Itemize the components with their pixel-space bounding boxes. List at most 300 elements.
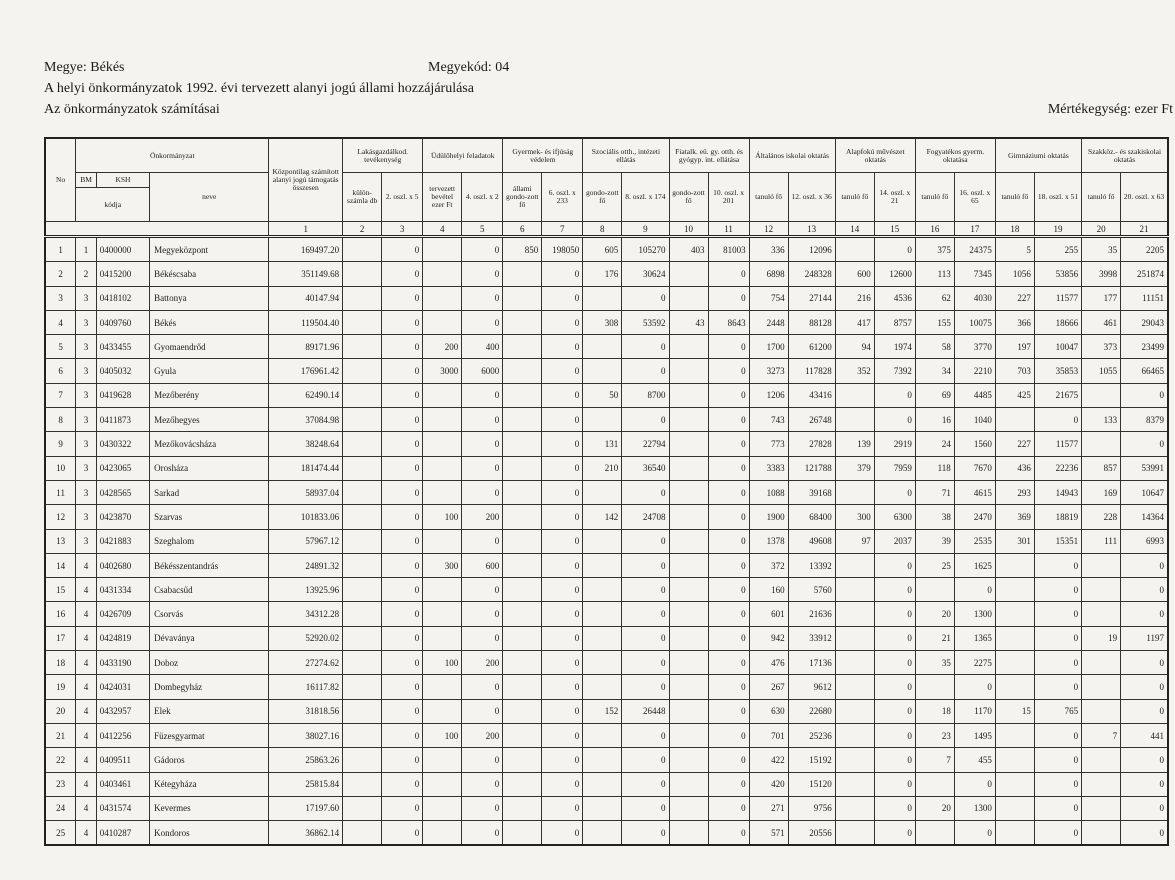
bm-code: 4 xyxy=(76,821,97,846)
value-cell: 2275 xyxy=(954,651,995,675)
value-cell: 0 xyxy=(542,748,583,772)
total-support: 36862.14 xyxy=(269,821,343,846)
value-cell xyxy=(669,335,708,359)
column-number-blank xyxy=(45,222,269,237)
value-cell xyxy=(1082,578,1121,602)
value-cell xyxy=(503,383,542,407)
value-cell: 176 xyxy=(583,262,622,286)
value-cell: 0 xyxy=(622,796,669,820)
value-cell: 0 xyxy=(708,432,749,456)
header-bm: BM xyxy=(76,173,97,188)
value-cell xyxy=(995,821,1034,846)
value-cell: 601 xyxy=(749,602,788,626)
value-cell: 169 xyxy=(1082,480,1121,504)
total-support: 169497.20 xyxy=(269,237,343,262)
value-cell xyxy=(583,529,622,553)
ksh-code: 0423870 xyxy=(96,505,149,529)
subheader: tanuló fő xyxy=(749,173,788,222)
value-cell: 15120 xyxy=(788,772,835,796)
total-support: 181474.44 xyxy=(269,456,343,480)
value-cell: 29043 xyxy=(1121,310,1168,334)
value-cell: 0 xyxy=(874,723,915,747)
value-cell: 6000 xyxy=(462,359,503,383)
value-cell xyxy=(835,480,874,504)
row-number: 16 xyxy=(45,602,76,626)
value-cell: 0 xyxy=(874,651,915,675)
value-cell: 35 xyxy=(1082,237,1121,262)
value-cell: 0 xyxy=(462,286,503,310)
subheader: 14. oszl. x 21 xyxy=(874,173,915,222)
value-cell xyxy=(1082,772,1121,796)
value-cell xyxy=(915,821,954,846)
value-cell: 352 xyxy=(835,359,874,383)
municipality-name: Doboz xyxy=(150,651,269,675)
municipality-name: Gádoros xyxy=(150,748,269,772)
value-cell: 1378 xyxy=(749,529,788,553)
value-cell xyxy=(343,626,382,650)
value-cell: 0 xyxy=(1121,651,1168,675)
value-cell: 1700 xyxy=(749,335,788,359)
value-cell xyxy=(995,772,1034,796)
value-cell xyxy=(503,796,542,820)
value-cell: 0 xyxy=(708,821,749,846)
ksh-code: 0403461 xyxy=(96,772,149,796)
value-cell: 155 xyxy=(915,310,954,334)
value-cell: 5 xyxy=(995,237,1034,262)
value-cell xyxy=(995,408,1034,432)
value-cell xyxy=(503,723,542,747)
column-number: 18 xyxy=(995,222,1034,237)
municipality-name: Mezőhegyes xyxy=(150,408,269,432)
municipality-name: Mezőberény xyxy=(150,383,269,407)
row-number: 8 xyxy=(45,408,76,432)
value-cell: 53592 xyxy=(622,310,669,334)
total-support: 25815.84 xyxy=(269,772,343,796)
value-cell: 0 xyxy=(954,675,995,699)
row-number: 1 xyxy=(45,237,76,262)
value-cell: 0 xyxy=(1034,796,1081,820)
value-cell: 0 xyxy=(1121,578,1168,602)
header-group: Gimnáziumi oktatás xyxy=(995,138,1081,173)
value-cell xyxy=(1082,383,1121,407)
value-cell xyxy=(669,626,708,650)
value-cell: 3770 xyxy=(954,335,995,359)
value-cell xyxy=(669,651,708,675)
value-cell: 0 xyxy=(1121,796,1168,820)
value-cell: 0 xyxy=(708,748,749,772)
value-cell: 88128 xyxy=(788,310,835,334)
value-cell: 61200 xyxy=(788,335,835,359)
value-cell: 53856 xyxy=(1034,262,1081,286)
row-number: 19 xyxy=(45,675,76,699)
municipality-name: Csorvás xyxy=(150,602,269,626)
value-cell: 600 xyxy=(835,262,874,286)
header-kozponti-tamogatas: Központilag számított alanyi jogú támogatás összesen xyxy=(269,138,343,222)
column-number: 19 xyxy=(1034,222,1081,237)
value-cell xyxy=(503,748,542,772)
value-cell: 0 xyxy=(542,651,583,675)
value-cell: 1170 xyxy=(954,699,995,723)
row-number: 11 xyxy=(45,480,76,504)
subheader: 8. oszl. x 174 xyxy=(622,173,669,222)
value-cell: 6300 xyxy=(874,505,915,529)
value-cell: 0 xyxy=(542,675,583,699)
value-cell xyxy=(669,480,708,504)
value-cell: 0 xyxy=(874,553,915,577)
value-cell xyxy=(835,651,874,675)
county-code-label: Megyekód: 04 xyxy=(428,60,510,75)
value-cell: 0 xyxy=(708,578,749,602)
value-cell: 14364 xyxy=(1121,505,1168,529)
value-cell: 0 xyxy=(382,456,423,480)
value-cell: 7959 xyxy=(874,456,915,480)
value-cell: 455 xyxy=(954,748,995,772)
value-cell xyxy=(1082,675,1121,699)
bm-code: 3 xyxy=(76,529,97,553)
total-support: 16117.82 xyxy=(269,675,343,699)
column-number: 13 xyxy=(788,222,835,237)
value-cell: 22236 xyxy=(1034,456,1081,480)
header-group: Szakköz.- és szakiskolai oktatás xyxy=(1082,138,1168,173)
subheader: 4. oszl. x 2 xyxy=(462,173,503,222)
value-cell: 0 xyxy=(622,286,669,310)
table-row xyxy=(45,699,1168,723)
table-row xyxy=(45,651,1168,675)
value-cell: 0 xyxy=(542,772,583,796)
value-cell xyxy=(583,602,622,626)
value-cell: 0 xyxy=(622,480,669,504)
document-title: A helyi önkormányzatok 1992. évi tervezett alanyi jogú állami hozzájárulása xyxy=(44,81,474,96)
value-cell: 4030 xyxy=(954,286,995,310)
value-cell: 379 xyxy=(835,456,874,480)
subheader: tanuló fő xyxy=(1082,173,1121,222)
value-cell: 0 xyxy=(382,310,423,334)
value-cell: 0 xyxy=(708,456,749,480)
value-cell: 25 xyxy=(915,553,954,577)
value-cell: 1040 xyxy=(954,408,995,432)
ksh-code: 0431334 xyxy=(96,578,149,602)
value-cell: 1625 xyxy=(954,553,995,577)
value-cell xyxy=(343,675,382,699)
value-cell xyxy=(835,675,874,699)
value-cell: 81003 xyxy=(708,237,749,262)
value-cell xyxy=(503,529,542,553)
value-cell: 0 xyxy=(382,237,423,262)
value-cell xyxy=(1082,602,1121,626)
value-cell: 308 xyxy=(583,310,622,334)
value-cell: 425 xyxy=(995,383,1034,407)
table-row xyxy=(45,772,1168,796)
value-cell: 942 xyxy=(749,626,788,650)
row-number: 3 xyxy=(45,286,76,310)
value-cell: 7670 xyxy=(954,456,995,480)
value-cell: 216 xyxy=(835,286,874,310)
column-number: 11 xyxy=(708,222,749,237)
value-cell xyxy=(503,335,542,359)
table-row xyxy=(45,602,1168,626)
ksh-code: 0428565 xyxy=(96,480,149,504)
value-cell: 39168 xyxy=(788,480,835,504)
bm-code: 4 xyxy=(76,748,97,772)
value-cell: 1088 xyxy=(749,480,788,504)
value-cell: 3383 xyxy=(749,456,788,480)
value-cell: 0 xyxy=(542,699,583,723)
total-support: 25863.26 xyxy=(269,748,343,772)
value-cell xyxy=(583,675,622,699)
value-cell: 850 xyxy=(503,237,542,262)
total-support: 38027.16 xyxy=(269,723,343,747)
value-cell: 0 xyxy=(874,748,915,772)
value-cell: 0 xyxy=(542,578,583,602)
column-number: 14 xyxy=(835,222,874,237)
value-cell: 1495 xyxy=(954,723,995,747)
value-cell xyxy=(423,480,462,504)
value-cell xyxy=(669,432,708,456)
table-row xyxy=(45,796,1168,820)
total-support: 40147.94 xyxy=(269,286,343,310)
value-cell: 0 xyxy=(1034,748,1081,772)
row-number: 25 xyxy=(45,821,76,846)
value-cell: 417 xyxy=(835,310,874,334)
bm-code: 3 xyxy=(76,480,97,504)
value-cell: 0 xyxy=(542,821,583,846)
value-cell xyxy=(995,796,1034,820)
total-support: 38248.64 xyxy=(269,432,343,456)
value-cell xyxy=(343,286,382,310)
table-body xyxy=(45,237,1168,846)
value-cell xyxy=(1082,699,1121,723)
table-row xyxy=(45,553,1168,577)
value-cell: 15192 xyxy=(788,748,835,772)
value-cell: 94 xyxy=(835,335,874,359)
value-cell: 8757 xyxy=(874,310,915,334)
value-cell: 571 xyxy=(749,821,788,846)
value-cell: 0 xyxy=(622,772,669,796)
total-support: 62490.14 xyxy=(269,383,343,407)
total-support: 24891.32 xyxy=(269,553,343,577)
value-cell: 9756 xyxy=(788,796,835,820)
value-cell xyxy=(835,821,874,846)
value-cell: 0 xyxy=(542,723,583,747)
value-cell: 1300 xyxy=(954,602,995,626)
value-cell: 5760 xyxy=(788,578,835,602)
value-cell: 160 xyxy=(749,578,788,602)
total-support: 17197.60 xyxy=(269,796,343,820)
value-cell xyxy=(583,723,622,747)
value-cell: 0 xyxy=(1121,553,1168,577)
value-cell: 461 xyxy=(1082,310,1121,334)
municipality-name: Dombegyház xyxy=(150,675,269,699)
value-cell: 34 xyxy=(915,359,954,383)
value-cell: 100 xyxy=(423,723,462,747)
value-cell: 198050 xyxy=(542,237,583,262)
column-number: 21 xyxy=(1121,222,1168,237)
value-cell: 2919 xyxy=(874,432,915,456)
value-cell: 0 xyxy=(708,699,749,723)
value-cell: 0 xyxy=(708,262,749,286)
value-cell xyxy=(835,748,874,772)
bm-code: 3 xyxy=(76,505,97,529)
value-cell: 197 xyxy=(995,335,1034,359)
value-cell: 0 xyxy=(542,383,583,407)
municipality-name: Orosháza xyxy=(150,456,269,480)
value-cell: 9612 xyxy=(788,675,835,699)
value-cell: 97 xyxy=(835,529,874,553)
subheader: gondo-zott fő xyxy=(583,173,622,222)
value-cell: 2470 xyxy=(954,505,995,529)
value-cell xyxy=(423,796,462,820)
value-cell xyxy=(343,383,382,407)
value-cell: 372 xyxy=(749,553,788,577)
table-row xyxy=(45,262,1168,286)
value-cell: 100 xyxy=(423,651,462,675)
value-cell: 3273 xyxy=(749,359,788,383)
value-cell: 7345 xyxy=(954,262,995,286)
value-cell: 0 xyxy=(542,408,583,432)
row-number: 7 xyxy=(45,383,76,407)
value-cell: 0 xyxy=(622,821,669,846)
value-cell: 0 xyxy=(462,262,503,286)
value-cell xyxy=(503,675,542,699)
value-cell xyxy=(343,796,382,820)
value-cell xyxy=(835,796,874,820)
bm-code: 4 xyxy=(76,796,97,820)
row-number: 15 xyxy=(45,578,76,602)
value-cell xyxy=(423,383,462,407)
value-cell: 0 xyxy=(1034,553,1081,577)
value-cell xyxy=(669,675,708,699)
value-cell: 35853 xyxy=(1034,359,1081,383)
value-cell: 21636 xyxy=(788,602,835,626)
value-cell xyxy=(669,359,708,383)
value-cell: 0 xyxy=(462,578,503,602)
municipality-name: Elek xyxy=(150,699,269,723)
value-cell: 0 xyxy=(382,626,423,650)
table-row xyxy=(45,578,1168,602)
value-cell xyxy=(583,772,622,796)
value-cell: 271 xyxy=(749,796,788,820)
header-group: Lakásgazdálkod. tevékenység xyxy=(343,138,423,173)
total-support: 52920.02 xyxy=(269,626,343,650)
ksh-code: 0424031 xyxy=(96,675,149,699)
value-cell: 0 xyxy=(382,651,423,675)
value-cell xyxy=(835,578,874,602)
header-group: Fogyatékos gyerm. oktatása xyxy=(915,138,995,173)
value-cell: 24 xyxy=(915,432,954,456)
value-cell: 0 xyxy=(622,626,669,650)
value-cell: 0 xyxy=(874,578,915,602)
bm-code: 3 xyxy=(76,408,97,432)
value-cell: 1900 xyxy=(749,505,788,529)
value-cell: 0 xyxy=(1034,602,1081,626)
column-number: 8 xyxy=(583,222,622,237)
value-cell: 8643 xyxy=(708,310,749,334)
header-group: Gyermek- és ifjúság védelem xyxy=(503,138,583,173)
value-cell: 66465 xyxy=(1121,359,1168,383)
value-cell: 0 xyxy=(542,480,583,504)
value-cell: 1056 xyxy=(995,262,1034,286)
value-cell: 366 xyxy=(995,310,1034,334)
value-cell: 0 xyxy=(462,432,503,456)
value-cell xyxy=(423,772,462,796)
value-cell: 300 xyxy=(835,505,874,529)
column-number: 5 xyxy=(462,222,503,237)
value-cell: 3000 xyxy=(423,359,462,383)
value-cell: 2535 xyxy=(954,529,995,553)
value-cell: 0 xyxy=(954,578,995,602)
value-cell xyxy=(583,651,622,675)
value-cell: 0 xyxy=(382,505,423,529)
value-cell xyxy=(343,262,382,286)
value-cell xyxy=(503,578,542,602)
column-number: 1 xyxy=(269,222,343,237)
value-cell xyxy=(343,553,382,577)
value-cell: 0 xyxy=(1034,723,1081,747)
value-cell: 131 xyxy=(583,432,622,456)
value-cell xyxy=(503,359,542,383)
value-cell: 0 xyxy=(462,456,503,480)
value-cell: 267 xyxy=(749,675,788,699)
bm-code: 3 xyxy=(76,383,97,407)
value-cell: 0 xyxy=(874,383,915,407)
value-cell: 0 xyxy=(622,408,669,432)
table-row xyxy=(45,626,1168,650)
value-cell: 0 xyxy=(954,772,995,796)
column-number: 15 xyxy=(874,222,915,237)
value-cell: 117828 xyxy=(788,359,835,383)
table-row xyxy=(45,748,1168,772)
value-cell xyxy=(669,553,708,577)
value-cell: 0 xyxy=(1121,772,1168,796)
value-cell: 0 xyxy=(542,359,583,383)
value-cell xyxy=(343,602,382,626)
value-cell: 49608 xyxy=(788,529,835,553)
value-cell: 6993 xyxy=(1121,529,1168,553)
value-cell xyxy=(343,821,382,846)
value-cell xyxy=(1082,651,1121,675)
value-cell: 0 xyxy=(1121,821,1168,846)
total-support: 89171.96 xyxy=(269,335,343,359)
ksh-code: 0424819 xyxy=(96,626,149,650)
ksh-code: 0433190 xyxy=(96,651,149,675)
value-cell: 21 xyxy=(915,626,954,650)
value-cell: 1300 xyxy=(954,796,995,820)
value-cell: 10075 xyxy=(954,310,995,334)
value-cell: 0 xyxy=(462,480,503,504)
bm-code: 3 xyxy=(76,286,97,310)
value-cell: 4485 xyxy=(954,383,995,407)
total-support: 58937.04 xyxy=(269,480,343,504)
value-cell: 0 xyxy=(542,602,583,626)
value-cell: 0 xyxy=(382,359,423,383)
value-cell xyxy=(995,675,1034,699)
value-cell: 1055 xyxy=(1082,359,1121,383)
header-kodja: kódja xyxy=(76,188,150,222)
value-cell: 600 xyxy=(462,553,503,577)
value-cell: 1365 xyxy=(954,626,995,650)
value-cell: 0 xyxy=(542,335,583,359)
value-cell: 0 xyxy=(462,699,503,723)
column-number: 9 xyxy=(622,222,669,237)
subheader: külön-számla db xyxy=(343,173,382,222)
value-cell: 0 xyxy=(462,237,503,262)
value-cell: 0 xyxy=(874,237,915,262)
municipality-name: Gyula xyxy=(150,359,269,383)
value-cell: 0 xyxy=(462,529,503,553)
value-cell: 1197 xyxy=(1121,626,1168,650)
value-cell: 0 xyxy=(542,529,583,553)
value-cell: 255 xyxy=(1034,237,1081,262)
